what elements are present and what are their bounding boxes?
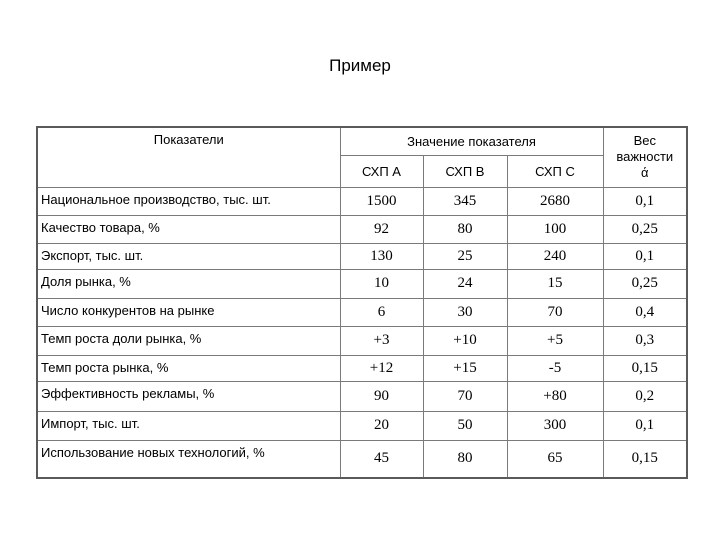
row-label: Доля рынка, % [37, 269, 340, 298]
value-weight: 0,3 [603, 326, 687, 355]
table-row [37, 215, 687, 243]
value-weight: 0,15 [603, 440, 687, 478]
value-shp-a: 130 [340, 243, 423, 269]
value-shp-b: +15 [423, 355, 507, 381]
value-shp-c: 300 [507, 411, 603, 440]
value-shp-a: 6 [340, 298, 423, 326]
value-shp-c: 240 [507, 243, 603, 269]
table-row [37, 326, 687, 355]
page-title: Пример [329, 56, 391, 75]
value-weight: 0,4 [603, 298, 687, 326]
value-weight: 0,25 [603, 269, 687, 298]
value-shp-a: 90 [340, 381, 423, 411]
value-shp-b: 80 [423, 440, 507, 478]
value-shp-c: 70 [507, 298, 603, 326]
value-shp-a: 45 [340, 440, 423, 478]
value-shp-b: 50 [423, 411, 507, 440]
header-shp-a: СХП А [340, 155, 423, 187]
row-label: Темп роста рынка, % [37, 355, 340, 381]
header-indicators: Показатели [37, 127, 340, 187]
value-shp-c: 100 [507, 215, 603, 243]
header-weight-line2: важности [616, 149, 674, 165]
value-shp-b: 30 [423, 298, 507, 326]
row-label: Темп роста доли рынка, % [37, 326, 340, 355]
table-row [37, 269, 687, 298]
table-row [37, 381, 687, 411]
header-shp-b: СХП В [423, 155, 507, 187]
row-label: Эффективность рекламы, % [37, 381, 340, 411]
value-shp-b: 25 [423, 243, 507, 269]
table-body [37, 187, 687, 478]
table-row [37, 355, 687, 381]
header-weight [603, 127, 687, 187]
value-weight: 0,25 [603, 215, 687, 243]
value-shp-c: 65 [507, 440, 603, 478]
row-label: Качество товара, % [37, 215, 340, 243]
value-shp-b: 24 [423, 269, 507, 298]
table-header [37, 127, 687, 187]
value-shp-c: -5 [507, 355, 603, 381]
value-shp-b: 345 [423, 187, 507, 215]
header-weight-line1: Вес [633, 133, 656, 149]
value-shp-c: 2680 [507, 187, 603, 215]
value-weight: 0,1 [603, 187, 687, 215]
indicators-table [36, 126, 688, 479]
header-weight-symbol: ά [641, 165, 649, 181]
value-weight: 0,1 [603, 411, 687, 440]
value-shp-c: +5 [507, 326, 603, 355]
table-row [37, 298, 687, 326]
row-label: Использование новых технологий, % [37, 440, 340, 478]
row-label: Экспорт, тыс. шт. [37, 243, 340, 269]
value-shp-a: 92 [340, 215, 423, 243]
value-shp-b: 80 [423, 215, 507, 243]
row-label: Импорт, тыс. шт. [37, 411, 340, 440]
value-shp-a: +12 [340, 355, 423, 381]
value-weight: 0,15 [603, 355, 687, 381]
value-shp-a: 20 [340, 411, 423, 440]
table-row [37, 243, 687, 269]
row-label: Национальное производство, тыс. шт. [37, 187, 340, 215]
header-value-group: Значение показателя [340, 127, 603, 155]
value-weight: 0,2 [603, 381, 687, 411]
value-shp-c: 15 [507, 269, 603, 298]
value-weight: 0,1 [603, 243, 687, 269]
table-row [37, 440, 687, 478]
table-row [37, 411, 687, 440]
value-shp-a: +3 [340, 326, 423, 355]
value-shp-a: 1500 [340, 187, 423, 215]
header-shp-c: СХП С [507, 155, 603, 187]
value-shp-b: +10 [423, 326, 507, 355]
value-shp-c: +80 [507, 381, 603, 411]
row-label: Число конкурентов на рынке [37, 298, 340, 326]
table-row [37, 187, 687, 215]
value-shp-b: 70 [423, 381, 507, 411]
value-shp-a: 10 [340, 269, 423, 298]
